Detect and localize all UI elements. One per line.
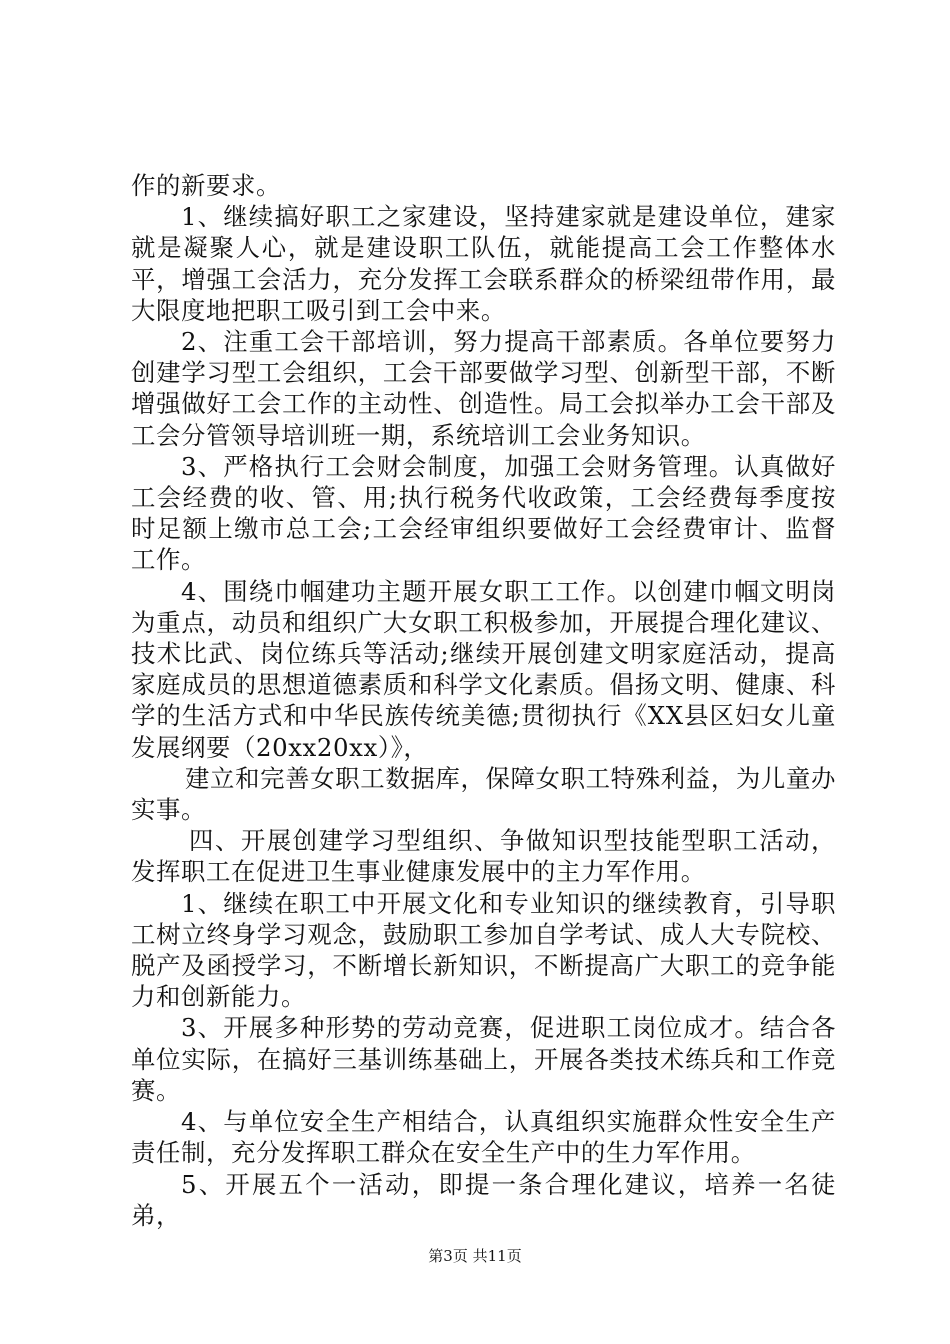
paragraph-item-2: 2、注重工会干部培训，努力提高干部素质。各单位要努力创建学习型工会组织，工会干部要做学习型、创新型干部，不断增强做好工会工作的主动性、创造性。局工会拟举办工会干部及工会分管领导培训班一期，系统培训工会业务知识。	[131, 327, 836, 450]
section-heading-4: 四、开展创建学习型组织、争做知识型技能型职工活动，发挥职工在促进卫生事业健康发展中的主力军作用。	[131, 826, 836, 887]
paragraph-item-3b: 3、开展多种形势的劳动竞赛，促进职工岗位成才。结合各单位实际，在搞好三基训练基础上，开展各类技术练兵和工作竞赛。	[131, 1013, 836, 1105]
paragraph-item-5b: 5、开展五个一活动，即提一条合理化建议，培养一名徒弟，	[131, 1169, 836, 1230]
paragraph-item-3: 3、严格执行工会财会制度，加强工会财务管理。认真做好工会经费的收、管、用;执行税务代收政策，工会经费每季度按时足额上缴市总工会;工会经审组织要做好工会经费审计、监督工作。	[131, 451, 836, 575]
paragraph-item-1: 1、继续搞好职工之家建设，坚持建家就是建设单位，建家就是凝聚人心，就是建设职工队伍，就能提高工会工作整体水平，增强工会活力，充分发挥工会联系群众的桥梁纽带作用，最大限度地把职工吸引到工会中来。	[131, 202, 836, 325]
paragraph-item-4-continued: 建立和完善女职工数据库，保障女职工特殊利益，为儿童办实事。	[131, 763, 836, 825]
paragraph-item-4b: 4、与单位安全生产相结合，认真组织实施群众性安全生产责任制，充分发挥职工群众在安全生产中的生力军作用。	[131, 1107, 836, 1168]
paragraph-item-4: 4、围绕巾帼建功主题开展女职工工作。以创建巾帼文明岗为重点，动员和组织广大女职工积极参加，开展提合理化建议、技术比武、岗位练兵等活动;继续开展创建文明家庭活动，提高家庭成员的思想道德素质和科学文化素质。倡扬文明、健康、科学的生活方式和中华民族传统美德;贯彻执行《XX县区妇女儿童发展纲要（20xx20xx）》，	[131, 576, 836, 762]
document-body	[131, 170, 836, 1231]
paragraph-item-1b: 1、继续在职工中开展文化和专业知识的继续教育，引导职工树立终身学习观念，鼓励职工参加自学考试、成人大专院校、脱产及函授学习，不断增长新知识，不断提高广大职工的竞争能力和创新能力。	[131, 888, 836, 1012]
page-number-footer: 第3页 共11页	[428, 1247, 522, 1265]
paragraph-continuation: 作的新要求。	[131, 171, 281, 200]
